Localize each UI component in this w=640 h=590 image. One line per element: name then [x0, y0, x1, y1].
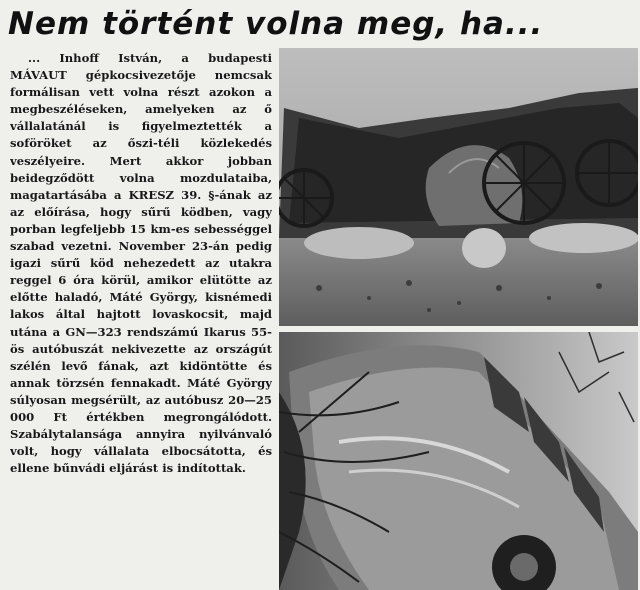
article-text: [10, 50, 272, 580]
wrecked-cart-photo: [279, 48, 638, 326]
crashed-bus-image: [279, 332, 638, 590]
crashed-bus-photo: [279, 332, 638, 590]
article-paragraph: ... Inhoff István, a budapesti MÁVAUT gépkocsivezetője nemcsak formálisan vett volna részt azokon a megbeszéléseken, amelyeken az ő vállalatánál is figyelmeztették a soföröket az őszi-téli közlekedés veszélyeire. Mert akkor jobban beidegződött volna mozdulataiba, magatartásába a KRESZ 39. §-ának az az előírása, hogy sűrű ködben, vagy porban legfeljebb 15 km-es sebességgel szabad vezetni. November 23-án pedig igazi sűrű köd nehezedett az utakra reggel 6 óra körül, amikor elütötte az előtte haladó, Máté György, kisnémedi lakos által hajtott lovaskocsit, majd utána a GN—323 rendszámú Ikarus 55-ös autóbuszát nekivezette az országút szélén levő fának, azt kidöntötte és annak törzsén fennakadt. Máté György súlyosan megsérült, az autóbusz 20—25 000 Ft értékben megrongálódott. Szabálytalansága annyira nyilvánvaló volt, hogy vállalata elbocsátotta, és ellene bűnvádi eljárást is indítottak.: [10, 51, 272, 476]
headline: Nem történt volna meg, ha...: [8, 6, 544, 42]
wrecked-cart-image: [279, 48, 638, 326]
